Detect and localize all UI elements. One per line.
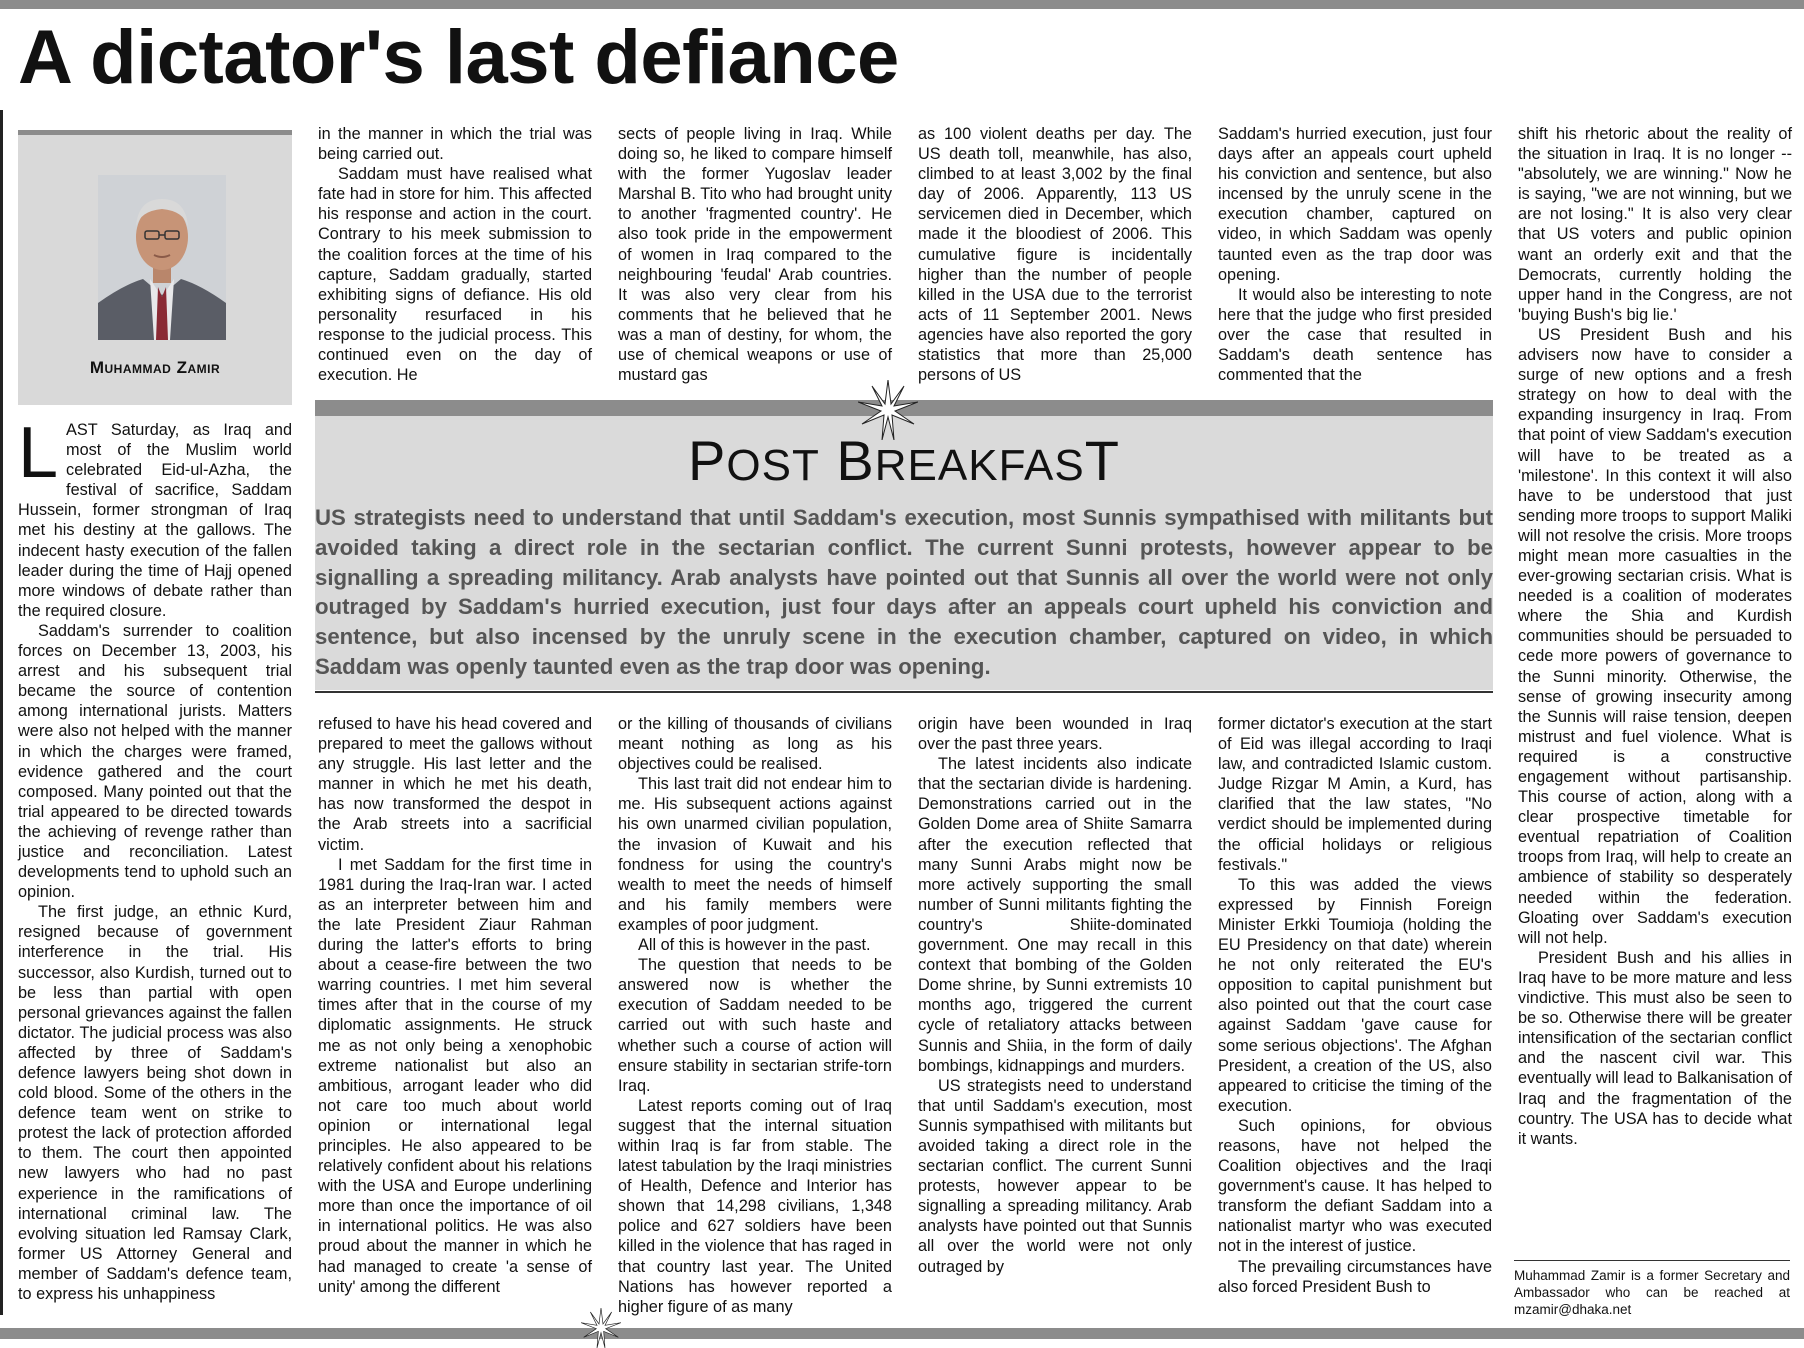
paragraph: Saddam must have realised what fate had in store for him. This affected his response and action in the court. Contrary to his meek submission to the coalition forces at the time of his capture, Saddam gradually, started exhibiting signs of defiance. His old personality resurfaced in his response to the judicial process. This continued even on the day of execution. He xyxy=(318,165,592,385)
paragraph: in the manner in which the trial was being carried out. xyxy=(318,125,592,164)
paragraph: sects of people living in Iraq. While doing so, he liked to compare himself with the former Yugoslav leader Marshal B. Tito who had brought unity to another 'fragmented country'. He also took pride in the empowerment of women in Iraq compared to the neighbouring 'feudal' Arab countries. It was also very clear from his comments that he believed that he was a man of destiny, for whom, the use of chemical weapons or use of mustard gas xyxy=(618,125,892,385)
paragraph: The latest incidents also indicate that the sectarian divide is hardening. Demonstrations carried out in the Golden Dome area of Shiite Samarra after the execution reflected that many Sunni Arabs might now be more actively supporting the small number of Sunni militants fighting the country's Shiite-dominated government. One may recall in this context that bombing of the Golden Dome shrine, by Sunni extremists 10 months ago, triggered the current cycle of retaliatory attacks between Sunnis and Shiia, in the form of daily bombings, kidnappings and murders. xyxy=(918,755,1192,1075)
author-portrait xyxy=(98,175,226,340)
left-border xyxy=(0,110,3,1315)
paragraph: refused to have his head covered and prepared to meet the gallows without any struggle. His last letter and the manner in which he met his death, has now transformed the despot in the Arab streets into a sacrificial victim. xyxy=(318,715,592,854)
paragraph: origin have been wounded in Iraq over the past three years. xyxy=(918,715,1192,754)
paragraph: This last trait did not endear him to me. His subsequent actions against his own unarmed civilian population, the invasion of Kuwait and his fondness for using the country's wealth to meet the needs of himself and his family members were examples of poor judgment. xyxy=(618,775,892,934)
paragraph: US strategists need to understand that until Saddam's execution, most Sunnis sympathised with militants but avoided taking a direct role in the sectarian conflict. The current Sunni protests, however appear to be signalling a spreading militancy. Arab analysts have pointed out that Sunnis all over the world were not only outraged by xyxy=(918,1076,1192,1276)
paragraph: I met Saddam for the first time in 1981 during the Iraq-Iran war. I acted as an interpreter between him and the late President Ziaur Rahman during the latter's efforts to bring about a cease-fire between the two warring countries. I met him several times after that in the course of my diplomatic assignments. He struck me as not only being a xenophobic extreme nationalist but also an ambitious, arrogant leader who did not care too much about world opinion or international legal principles. He also appeared to be relatively confident about his relations with the USA and Europe underlining more than once the importance of oil in international politics. He was also proud about the manner in which he had managed to create 'a sense of unity' among the different xyxy=(318,855,592,1296)
paragraph: The question that needs to be answered now is whether the execution of Saddam needed to be carried out with such haste and whether such a course of action will ensure stability in sectarian strife-torn Iraq. xyxy=(618,956,892,1095)
column-3-bottom xyxy=(618,714,892,1317)
paragraph: Latest reports coming out of Iraq suggest that the internal situation within Iraq is far from stable. The latest tabulation by the Iraqi ministries of Health, Defence and Interior has shown that 14,298 civilians, 1,348 police and 627 soldiers have been killed in the violence that has raged in that country last year. The United Nations has however reported a higher figure of as many xyxy=(618,1096,892,1316)
paragraph: The first judge, an ethnic Kurd, resigned because of government interference in the trial. His successor, also Kurdish, turned out to be less than partial with open personal grievances against the fallen dictator. The judicial process was also affected by three of Saddam's defence lawyers being shot down in cold blood. Some of the others in the defence team went on strike to protest the lack of protection afforded to them. The court then appointed new lawyers who had no past experience in the ramifications of international criminal law. The evolving situation led Ramsay Clark, former US Attorney General and member of Saddam's defence team, to express his unhappiness xyxy=(18,903,292,1304)
column-2-bottom xyxy=(318,714,592,1297)
paragraph: To this was added the views expressed by Finnish Foreign Minister Erkki Toumioja (holding the EU Presidency on that date) wherein he not only reiterated the EU's opposition to capital punishment but also pointed out that the court case against Saddam 'gave cause for some serious objections'. The Afghan President, a creation of the US, also appeared to criticise the timing of the execution. xyxy=(1218,875,1492,1115)
paragraph: former dictator's execution at the start of Eid was illegal according to Iraqi law, and contradicted Islamic custom. Judge Rizgar M Amin, a Kurd, has clarified that the law states, "No verdict should be implemented during the official holidays or religious festivals." xyxy=(1218,715,1492,874)
column-5-bottom xyxy=(1218,714,1492,1297)
paragraph: Such opinions, for obvious reasons, have not helped the Coalition objectives and the Iraqi government's cause. It has helped to transform the defiant Saddam into a nationalist martyr who was executed not in the interest of justice. xyxy=(1218,1116,1492,1256)
paragraph: President Bush and his allies in Iraq have to be more mature and less vindictive. This must also be seen to be so. Otherwise there will be greater intensification of the sectarian conflict and the nascent civil war. This eventually will lead to Balkanisation of Iraq and the fragmentation of the country. The USA has to decide what it wants. xyxy=(1518,948,1792,1148)
byline: Muhammad Zamir xyxy=(89,358,221,377)
author-note: Muhammad Zamir is a former Secretary and Ambassador who can be reached at mzamir@dhaka.net xyxy=(1514,1260,1790,1318)
column-4-top xyxy=(918,124,1192,385)
paragraph: or the killing of thousands of civilians meant nothing as long as his objectives could be realised. xyxy=(618,715,892,774)
column-2-top xyxy=(318,124,592,385)
paragraph: The prevailing circumstances have also forced President Bush to xyxy=(1218,1257,1492,1296)
paragraph: as 100 violent deaths per day. The US death toll, meanwhile, has also, climbed to at least 3,002 by the final day of 2006. Apparently, 113 US servicemen died in December, which made it the bloodiest of 2006. This cumulative figure is incidentally higher than the number of people killed in the USA due to the terrorist acts of 11 September 2001. News agencies have also reported the gory statistics that more than 25,000 persons of US xyxy=(918,125,1192,385)
paragraph: US President Bush and his advisers now have to consider a surge of new options and a fresh strategy on how to deal with the expanding insurgency in Iraq. From that point of view Saddam's execution will have to be treated as a 'milestone'. In this context it will also have to be understood that just sending more troops to support Maliki will not resolve the crisis. More troops might mean more casualties in the ever-growing sectarian crisis. What is needed is a coalition of moderates where the Shia and Kurdish communities should be persuaded to cede more powers of governance to the Sunni minority. Otherwise, the sense of growing insecurity among the Sunnis will raise tension, deepen mistrust and fuel violence. What is required is a constructive engagement without partisanship. This course of action, along with a clear prospective timetable for eventual repatriation of Coalition troops from Iraq, will help to create an ambience of stability so desperately needed within the federation. Gloating over Saddam's execution will not help. xyxy=(1518,325,1792,947)
column-1 xyxy=(18,413,292,1304)
headline: A dictator's last defiance xyxy=(18,15,899,100)
paragraph: All of this is however in the past. xyxy=(638,936,871,955)
bottom-rule xyxy=(0,1328,1804,1339)
band-bottom-rule xyxy=(315,691,1493,693)
column-5-top xyxy=(1218,124,1492,385)
column-name: POST BREAKFAST xyxy=(688,429,1120,492)
column-4-bottom xyxy=(918,714,1192,1277)
paragraph: LAST Saturday, as Iraq and most of the Muslim world celebrated Eid-ul-Azha, the festival of sacrifice, Saddam Hussein, former strongman of Iraq met his destiny at the gallows. The indecent hasty execution of the fallen leader during the time of Hajj opened more windows of debate rather than the required closure. xyxy=(18,413,292,620)
pull-quote: US strategists need to understand that until Saddam's execution, most Sunnis sympathised with militants but avoided taking a direct role in the sectarian conflict. The current Sunni protests, however appear to be signalling a spreading militancy. Arab analysts have pointed out that Sunnis all over the world were not only outraged by Saddam's hurried execution, just four days after an appeals court upheld his conviction and sentence, but also incensed by the unruly scene in the execution chamber, captured on video, in which Saddam was openly taunted even as the trap door was opening. xyxy=(315,505,1493,679)
paragraph: It would also be interesting to note here that the judge who first presided over the case that resulted in Saddam's death sentence has commented that the xyxy=(1218,285,1492,385)
starburst-icon xyxy=(581,1308,621,1348)
paragraph: Saddam's hurried execution, just four days after an appeals court upheld his conviction and sentence, but also incensed by the unruly scene in the execution chamber, captured on video, in which Saddam was openly taunted even as the trap door was opening. xyxy=(1218,125,1492,284)
column-3-top xyxy=(618,124,892,385)
column-6 xyxy=(1518,124,1792,1149)
drop-cap: L xyxy=(18,413,59,493)
paragraph: Saddam's surrender to coalition forces on December 13, 2003, his arrest and his subsequent trial became the source of contention among international jurists. Matters were also not helped with the manner in which the charges were framed, evidence gathered and the court composed. Many pointed out that the trial appeared to be directed towards the achieving of revenge rather than justice and reconciliation. Latest developments tend to uphold such an opinion. xyxy=(18,621,292,902)
paragraph: shift his rhetoric about the reality of the situation in Iraq. It is no longer -- "absolutely, we are winning." Now he is saying, "we are not winning, but we are not losing." It is also very clear that US voters and public opinion want an orderly exit and that the Democrats, currently holding the upper hand in the Congress, are not 'buying Bush's big lie.' xyxy=(1518,125,1792,324)
top-rule xyxy=(0,0,1804,9)
